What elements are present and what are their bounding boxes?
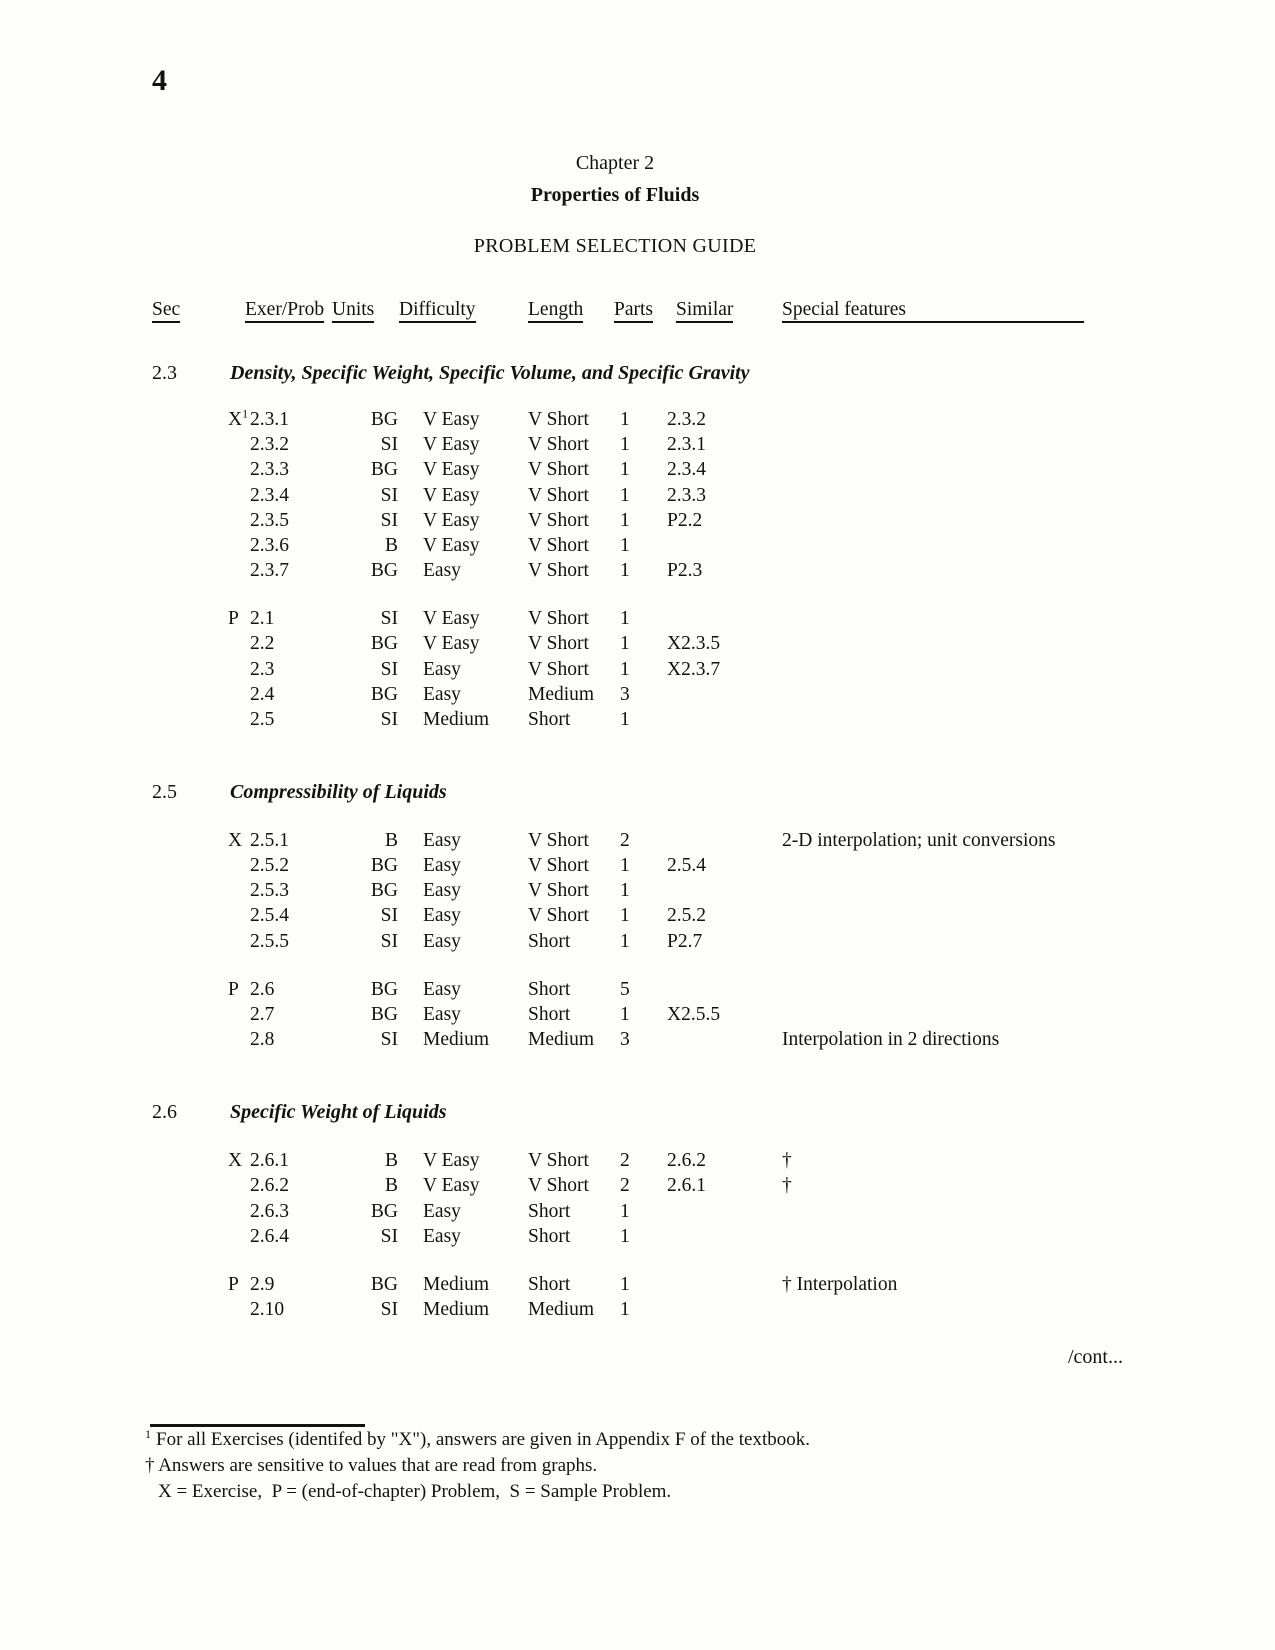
footnote-2: † Answers are sensitive to values that are read from graphs. <box>145 1455 598 1476</box>
cell-length: Short <box>528 1226 571 1247</box>
cell-difficulty: V Easy <box>423 608 480 629</box>
cell-similar: 2.6.1 <box>667 1175 706 1196</box>
cell-units: BG <box>370 560 398 581</box>
cell-units: SI <box>380 608 398 629</box>
cell-difficulty: Easy <box>423 659 461 680</box>
continuation-marker: /cont... <box>1068 1346 1123 1368</box>
table-row <box>0 1273 1275 1298</box>
column-header-units: Units <box>332 299 374 323</box>
column-header-parts: Parts <box>614 299 653 323</box>
cell-parts: 1 <box>620 1004 630 1025</box>
cell-exer-prob: 2.3.7 <box>250 560 289 581</box>
cell-exer-prob: 2.3.1 <box>250 409 289 430</box>
cell-difficulty: Easy <box>423 1201 461 1222</box>
cell-difficulty: Easy <box>423 1004 461 1025</box>
prefix-letter: P <box>228 979 239 1000</box>
cell-length: V Short <box>528 633 589 654</box>
cell-length: V Short <box>528 608 589 629</box>
cell-similar: 2.3.3 <box>667 485 706 506</box>
table-row <box>0 433 1275 458</box>
cell-exer-prob: 2.3.4 <box>250 485 289 506</box>
cell-parts: 2 <box>620 1150 630 1171</box>
cell-difficulty: V Easy <box>423 633 480 654</box>
footnote-3: X = Exercise, P = (end-of-chapter) Problem, S = Sample Problem. <box>158 1481 672 1502</box>
cell-length: V Short <box>528 659 589 680</box>
prefix-letter: X <box>228 409 243 430</box>
cell-parts: 1 <box>620 560 630 581</box>
cell-difficulty: V Easy <box>423 1175 480 1196</box>
cell-units: BG <box>370 409 398 430</box>
table-row <box>0 534 1275 559</box>
cell-exer-prob: 2.3.6 <box>250 535 289 556</box>
cell-units: BG <box>370 633 398 654</box>
cell-difficulty: Easy <box>423 1226 461 1247</box>
column-header-sec: Sec <box>152 299 180 323</box>
cell-exer-prob: 2.2 <box>250 633 275 654</box>
cell-parts: 1 <box>620 880 630 901</box>
chapter-title: Properties of Fluids <box>530 184 700 206</box>
cell-similar: P2.7 <box>667 931 703 952</box>
table-row <box>0 708 1275 733</box>
cell-special-features: † <box>782 1150 792 1171</box>
footnote-1-text: For all Exercises (identifed by "X"), answers are given in Appendix F of the textbook. <box>156 1429 810 1450</box>
cell-length: Short <box>528 1274 571 1295</box>
cell-similar: X2.3.7 <box>667 659 721 680</box>
cell-difficulty: Easy <box>423 830 461 851</box>
cell-length: Medium <box>528 684 595 705</box>
cell-exer-prob: 2.6.2 <box>250 1175 289 1196</box>
cell-exer-prob: 2.3.5 <box>250 510 289 531</box>
section-title: Specific Weight of Liquids <box>230 1101 447 1123</box>
cell-difficulty: V Easy <box>423 535 480 556</box>
table-row <box>0 658 1275 683</box>
cell-parts: 1 <box>620 931 630 952</box>
cell-length: V Short <box>528 905 589 926</box>
cell-units: BG <box>370 979 398 1000</box>
section-heading-2-3 <box>0 361 1275 386</box>
cell-length: V Short <box>528 1150 589 1171</box>
cell-difficulty: V Easy <box>423 434 480 455</box>
cell-units: BG <box>370 459 398 480</box>
cell-length: V Short <box>528 830 589 851</box>
cell-units: SI <box>380 1226 398 1247</box>
table-row <box>0 879 1275 904</box>
table-row <box>0 1174 1275 1199</box>
cell-exer-prob: 2.7 <box>250 1004 275 1025</box>
table-row <box>0 632 1275 657</box>
cell-parts: 1 <box>620 1299 630 1320</box>
cell-similar: 2.5.4 <box>667 855 706 876</box>
cell-prefix <box>228 1149 242 1173</box>
cell-length: V Short <box>528 1175 589 1196</box>
cell-difficulty: Easy <box>423 880 461 901</box>
cell-units: BG <box>370 1274 398 1295</box>
cell-units: SI <box>380 1299 398 1320</box>
cell-difficulty: Medium <box>423 1299 490 1320</box>
cell-parts: 1 <box>620 434 630 455</box>
prefix-letter: X <box>228 1150 243 1171</box>
cell-length: Medium <box>528 1029 595 1050</box>
table-row <box>0 978 1275 1003</box>
cell-length: Short <box>528 979 571 1000</box>
cell-parts: 1 <box>620 459 630 480</box>
cell-prefix <box>228 829 242 853</box>
table-row <box>0 930 1275 955</box>
cell-special-features: † <box>782 1175 792 1196</box>
table-row <box>0 1200 1275 1225</box>
cell-difficulty: Easy <box>423 931 461 952</box>
cell-similar: P2.3 <box>667 560 703 581</box>
guide-title: PROBLEM SELECTION GUIDE <box>473 235 757 257</box>
prefix-letter: P <box>228 608 239 629</box>
table-row <box>0 1298 1275 1323</box>
table-row <box>0 1028 1275 1053</box>
footnote-1-superscript: 1 <box>145 1426 151 1441</box>
cell-parts: 1 <box>620 608 630 629</box>
cell-difficulty: Medium <box>423 1029 490 1050</box>
section-number: 2.3 <box>152 362 177 384</box>
cell-prefix <box>228 978 239 1002</box>
cell-difficulty: Easy <box>423 855 461 876</box>
cell-units: SI <box>380 434 398 455</box>
cell-exer-prob: 2.1 <box>250 608 275 629</box>
cell-parts: 1 <box>620 709 630 730</box>
cell-length: V Short <box>528 535 589 556</box>
table-row <box>0 854 1275 879</box>
cell-difficulty: Easy <box>423 560 461 581</box>
cell-similar: 2.3.1 <box>667 434 706 455</box>
table-row <box>0 509 1275 534</box>
cell-exer-prob: 2.5 <box>250 709 275 730</box>
cell-exer-prob: 2.8 <box>250 1029 275 1050</box>
cell-similar: 2.5.2 <box>667 905 706 926</box>
cell-similar: 2.3.4 <box>667 459 706 480</box>
section-heading-2-6 <box>0 1100 1275 1125</box>
cell-parts: 3 <box>620 684 630 705</box>
cell-parts: 1 <box>620 1201 630 1222</box>
cell-exer-prob: 2.6.4 <box>250 1226 289 1247</box>
cell-difficulty: V Easy <box>423 409 480 430</box>
cell-parts: 2 <box>620 830 630 851</box>
cell-exer-prob: 2.9 <box>250 1274 275 1295</box>
cell-parts: 5 <box>620 979 630 1000</box>
section-heading-2-5 <box>0 780 1275 805</box>
section-number: 2.6 <box>152 1101 177 1123</box>
cell-parts: 1 <box>620 1226 630 1247</box>
cell-exer-prob: 2.3.3 <box>250 459 289 480</box>
cell-parts: 1 <box>620 409 630 430</box>
cell-similar: P2.2 <box>667 510 703 531</box>
cell-units: B <box>384 535 398 556</box>
cell-length: Short <box>528 1004 571 1025</box>
column-header-special-features: Special features <box>782 299 1084 323</box>
section-title: Density, Specific Weight, Specific Volume, and Specific Gravity <box>230 362 750 384</box>
cell-difficulty: V Easy <box>423 485 480 506</box>
table-row <box>0 559 1275 584</box>
cell-units: BG <box>370 684 398 705</box>
cell-exer-prob: 2.5.5 <box>250 931 289 952</box>
section-title: Compressibility of Liquids <box>230 781 447 803</box>
cell-parts: 2 <box>620 1175 630 1196</box>
cell-units: SI <box>380 709 398 730</box>
cell-length: Short <box>528 709 571 730</box>
cell-units: SI <box>380 905 398 926</box>
cell-units: SI <box>380 485 398 506</box>
prefix-letter: X <box>228 830 243 851</box>
cell-parts: 1 <box>620 535 630 556</box>
table-row <box>0 1225 1275 1250</box>
cell-parts: 1 <box>620 633 630 654</box>
table-row <box>0 904 1275 929</box>
cell-difficulty: Easy <box>423 684 461 705</box>
cell-length: Short <box>528 1201 571 1222</box>
cell-difficulty: V Easy <box>423 510 480 531</box>
table-header-row <box>0 299 1275 324</box>
cell-special-features: † Interpolation <box>782 1274 898 1295</box>
footnote-rule <box>150 1424 365 1427</box>
cell-length: V Short <box>528 560 589 581</box>
page-number: 4 <box>152 64 168 97</box>
table-row <box>0 683 1275 708</box>
cell-similar: X2.5.5 <box>667 1004 721 1025</box>
cell-parts: 1 <box>620 659 630 680</box>
cell-length: V Short <box>528 459 589 480</box>
cell-units: BG <box>370 855 398 876</box>
section-number: 2.5 <box>152 781 177 803</box>
table-row <box>0 1149 1275 1174</box>
cell-difficulty: Medium <box>423 1274 490 1295</box>
cell-exer-prob: 2.3 <box>250 659 275 680</box>
cell-exer-prob: 2.6.1 <box>250 1150 289 1171</box>
cell-similar: 2.6.2 <box>667 1150 706 1171</box>
cell-length: V Short <box>528 409 589 430</box>
table-row <box>0 829 1275 854</box>
cell-exer-prob: 2.10 <box>250 1299 285 1320</box>
cell-exer-prob: 2.3.2 <box>250 434 289 455</box>
table-row <box>0 607 1275 632</box>
cell-units: BG <box>370 880 398 901</box>
cell-difficulty: Easy <box>423 979 461 1000</box>
table-row <box>0 458 1275 483</box>
column-header-length: Length <box>528 299 583 323</box>
cell-length: V Short <box>528 434 589 455</box>
cell-length: V Short <box>528 485 589 506</box>
cell-parts: 1 <box>620 905 630 926</box>
cell-prefix <box>228 607 239 631</box>
cell-parts: 1 <box>620 510 630 531</box>
cell-difficulty: V Easy <box>423 459 480 480</box>
cell-exer-prob: 2.6 <box>250 979 275 1000</box>
cell-units: SI <box>380 931 398 952</box>
table-row <box>0 408 1275 433</box>
cell-exer-prob: 2.5.2 <box>250 855 289 876</box>
cell-length: V Short <box>528 880 589 901</box>
cell-prefix <box>228 408 248 432</box>
cell-units: B <box>384 830 398 851</box>
cell-exer-prob: 2.4 <box>250 684 275 705</box>
cell-exer-prob: 2.6.3 <box>250 1201 289 1222</box>
cell-similar: X2.3.5 <box>667 633 721 654</box>
cell-difficulty: Medium <box>423 709 490 730</box>
cell-parts: 1 <box>620 1274 630 1295</box>
cell-parts: 1 <box>620 855 630 876</box>
cell-length: V Short <box>528 510 589 531</box>
cell-units: B <box>384 1150 398 1171</box>
cell-length: Medium <box>528 1299 595 1320</box>
cell-units: SI <box>380 510 398 531</box>
cell-exer-prob: 2.5.3 <box>250 880 289 901</box>
table-row <box>0 484 1275 509</box>
cell-parts: 1 <box>620 485 630 506</box>
table-row <box>0 1003 1275 1028</box>
column-header-similar: Similar <box>676 299 733 323</box>
cell-units: BG <box>370 1004 398 1025</box>
column-header-exer-prob: Exer/Prob <box>245 299 324 323</box>
cell-difficulty: Easy <box>423 905 461 926</box>
cell-special-features: Interpolation in 2 directions <box>782 1029 1000 1050</box>
prefix-superscript: 1 <box>242 406 249 421</box>
cell-units: B <box>384 1175 398 1196</box>
cell-special-features: 2-D interpolation; unit conversions <box>782 830 1056 851</box>
prefix-letter: P <box>228 1274 239 1295</box>
chapter-heading: Chapter 2 <box>575 152 655 174</box>
footnote-1 <box>145 1428 810 1452</box>
cell-units: BG <box>370 1201 398 1222</box>
cell-length: Short <box>528 931 571 952</box>
cell-exer-prob: 2.5.4 <box>250 905 289 926</box>
cell-exer-prob: 2.5.1 <box>250 830 289 851</box>
cell-units: SI <box>380 1029 398 1050</box>
cell-similar: 2.3.2 <box>667 409 706 430</box>
cell-parts: 3 <box>620 1029 630 1050</box>
cell-prefix <box>228 1273 239 1297</box>
column-header-difficulty: Difficulty <box>399 299 476 323</box>
cell-difficulty: V Easy <box>423 1150 480 1171</box>
cell-length: V Short <box>528 855 589 876</box>
cell-units: SI <box>380 659 398 680</box>
